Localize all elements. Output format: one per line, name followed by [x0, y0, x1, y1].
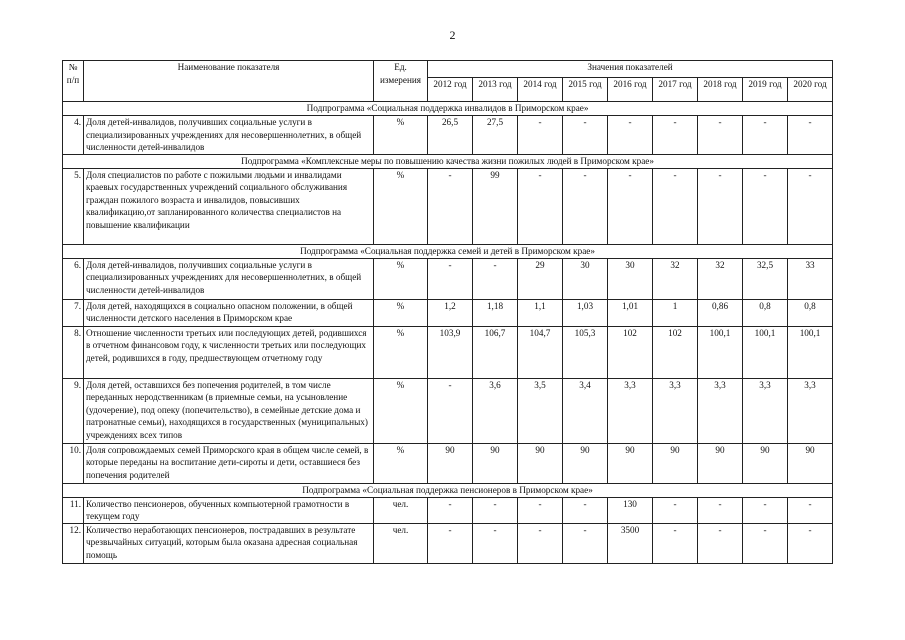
row-number: 9.: [63, 378, 84, 443]
indicator-value: 3,5: [518, 378, 563, 443]
header-name: Наименование показателя: [84, 61, 374, 102]
header-values-group: Значения показателей: [428, 61, 833, 78]
indicator-value: 90: [473, 443, 518, 483]
header-year: 2019 год: [743, 78, 788, 102]
indicator-value: 26,5: [428, 116, 473, 155]
indicator-unit: %: [374, 443, 428, 483]
indicators-table: [62, 60, 833, 564]
indicator-value: 90: [743, 443, 788, 483]
indicator-unit: %: [374, 258, 428, 299]
table-row: [63, 299, 833, 326]
indicator-value: -: [698, 497, 743, 523]
indicator-value: 3,3: [653, 378, 698, 443]
indicator-value: 90: [788, 443, 833, 483]
indicator-value: 1,18: [473, 299, 518, 326]
indicator-value: -: [563, 116, 608, 155]
indicator-value: 0,86: [698, 299, 743, 326]
table-row: [63, 443, 833, 483]
row-number: 4.: [63, 116, 84, 155]
subprogram-title: Подпрограмма «Социальная поддержка пенсионеров в Приморском крае»: [63, 483, 833, 497]
indicator-value: 3,6: [473, 378, 518, 443]
indicator-value: 102: [653, 326, 698, 378]
header-year: 2014 год: [518, 78, 563, 102]
indicator-value: 104,7: [518, 326, 563, 378]
indicator-value: -: [428, 523, 473, 563]
indicator-value: -: [743, 523, 788, 563]
indicator-value: -: [698, 523, 743, 563]
indicator-value: -: [653, 168, 698, 244]
header-year: 2018 год: [698, 78, 743, 102]
indicator-value: -: [788, 168, 833, 244]
indicator-value: -: [788, 497, 833, 523]
indicator-value: -: [698, 168, 743, 244]
indicator-value: 3,4: [563, 378, 608, 443]
table-row: [63, 326, 833, 378]
header-unit: Ед. измерения: [374, 61, 428, 102]
header-year: 2012 год: [428, 78, 473, 102]
indicator-unit: чел.: [374, 497, 428, 523]
indicator-value: -: [518, 168, 563, 244]
indicator-unit: чел.: [374, 523, 428, 563]
indicator-value: 90: [518, 443, 563, 483]
indicator-value: 102: [608, 326, 653, 378]
indicator-value: -: [743, 168, 788, 244]
table-row: [63, 258, 833, 299]
indicator-name: Количество неработающих пенсионеров, пострадавших в результате чрезвычайных ситуаций, которым была оказана адресная социальная помощь: [84, 523, 374, 563]
page-number: 2: [449, 28, 456, 42]
indicator-value: 3,3: [698, 378, 743, 443]
indicator-value: 3500: [608, 523, 653, 563]
indicator-name: Отношение численности третьих или последующих детей, родившихся в отчетном финансовом году, к численности третьих или последующих детей, родившихся в году, предшествующем отчетному году: [84, 326, 374, 378]
indicator-value: 90: [653, 443, 698, 483]
row-number: 6.: [63, 258, 84, 299]
row-number: 8.: [63, 326, 84, 378]
indicator-name: Доля сопровождаемых семей Приморского края в общем числе семей, в которые переданы на воспитание дети-сироты и дети, оставшиеся без попечения родителей: [84, 443, 374, 483]
indicator-value: 90: [563, 443, 608, 483]
indicator-value: 1: [653, 299, 698, 326]
indicator-name: Доля детей, оставшихся без попечения родителей, в том числе переданных неродственникам (в приемные семьи, на усыновление (удочерение), под опеку (попечительство), в семейные детские дома и патронатные семьи), находящихся в государственных (муниципальных) учреждениях всех типов: [84, 378, 374, 443]
indicator-value: -: [563, 523, 608, 563]
indicator-value: -: [428, 168, 473, 244]
indicator-value: -: [743, 497, 788, 523]
indicator-value: -: [563, 497, 608, 523]
indicator-value: -: [608, 168, 653, 244]
indicator-value: -: [428, 378, 473, 443]
indicator-unit: %: [374, 378, 428, 443]
indicator-value: -: [698, 116, 743, 155]
header-year: 2015 год: [563, 78, 608, 102]
indicator-value: -: [788, 523, 833, 563]
indicator-value: 103,9: [428, 326, 473, 378]
row-number: 12.: [63, 523, 84, 563]
indicator-value: 1,2: [428, 299, 473, 326]
indicator-value: -: [518, 116, 563, 155]
indicator-name: Доля специалистов по работе с пожилыми людьми и инвалидами краевых государственных учреждений социального обслуживания граждан пожилого возраста и инвалидов, повысивших квалификацию,от запланированного количества специалистов на повышение квалификации: [84, 168, 374, 244]
indicator-value: 1,1: [518, 299, 563, 326]
indicator-value: 100,1: [788, 326, 833, 378]
indicator-unit: %: [374, 299, 428, 326]
indicator-value: -: [653, 116, 698, 155]
indicator-value: 0,8: [743, 299, 788, 326]
indicator-value: -: [653, 497, 698, 523]
indicator-value: 130: [608, 497, 653, 523]
indicator-value: 3,3: [608, 378, 653, 443]
indicator-unit: %: [374, 116, 428, 155]
indicator-value: -: [518, 497, 563, 523]
indicator-value: -: [473, 258, 518, 299]
indicator-value: 90: [428, 443, 473, 483]
table-row: [63, 116, 833, 155]
indicator-value: 0,8: [788, 299, 833, 326]
indicator-value: -: [743, 116, 788, 155]
indicator-unit: %: [374, 168, 428, 244]
indicator-value: 1,01: [608, 299, 653, 326]
indicator-value: 30: [563, 258, 608, 299]
indicator-value: 3,3: [788, 378, 833, 443]
indicator-name: Доля детей-инвалидов, получивших социальные услуги в специализированных учреждениях для несовершеннолетних, в общей численности детей-инвалидов: [84, 116, 374, 155]
indicator-value: -: [473, 523, 518, 563]
row-number: 7.: [63, 299, 84, 326]
indicator-name: Доля детей-инвалидов, получивших социальные услуги в специализированных учреждениях для несовершеннолетних, в общей численности детей-инвалидов: [84, 258, 374, 299]
indicator-value: -: [473, 497, 518, 523]
indicator-value: 3,3: [743, 378, 788, 443]
table-row: [63, 523, 833, 563]
indicator-value: 90: [698, 443, 743, 483]
indicator-value: 106,7: [473, 326, 518, 378]
indicator-name: Доля детей, находящихся в социально опасном положении, в общей численности детского населения в Приморском крае: [84, 299, 374, 326]
indicator-value: 32,5: [743, 258, 788, 299]
indicator-value: -: [788, 116, 833, 155]
subprogram-title: Подпрограмма «Комплексные меры по повышению качества жизни пожилых людей в Приморском крае»: [63, 154, 833, 168]
table-row: [63, 168, 833, 244]
table-row: [63, 378, 833, 443]
row-number: 10.: [63, 443, 84, 483]
header-year: 2016 год: [608, 78, 653, 102]
indicator-value: 32: [698, 258, 743, 299]
indicator-value: -: [653, 523, 698, 563]
indicator-value: -: [563, 168, 608, 244]
indicator-value: 30: [608, 258, 653, 299]
table-row: [63, 497, 833, 523]
indicator-value: -: [608, 116, 653, 155]
indicator-value: 33: [788, 258, 833, 299]
indicator-value: 100,1: [698, 326, 743, 378]
indicator-value: -: [518, 523, 563, 563]
indicator-value: -: [428, 258, 473, 299]
indicator-value: 32: [653, 258, 698, 299]
header-year: 2020 год: [788, 78, 833, 102]
indicator-value: 27,5: [473, 116, 518, 155]
header-year: 2017 год: [653, 78, 698, 102]
indicator-value: -: [428, 497, 473, 523]
indicator-name: Количество пенсионеров, обученных компьютерной грамотности в текущем году: [84, 497, 374, 523]
indicator-value: 105,3: [563, 326, 608, 378]
header-year: 2013 год: [473, 78, 518, 102]
row-number: 5.: [63, 168, 84, 244]
indicator-value: 100,1: [743, 326, 788, 378]
indicator-value: 1,03: [563, 299, 608, 326]
subprogram-title: Подпрограмма «Социальная поддержка семей и детей в Приморском крае»: [63, 244, 833, 258]
indicator-value: 90: [608, 443, 653, 483]
header-no: № п/п: [63, 61, 84, 102]
indicator-value: 99: [473, 168, 518, 244]
indicator-unit: %: [374, 326, 428, 378]
row-number: 11.: [63, 497, 84, 523]
indicator-value: 29: [518, 258, 563, 299]
subprogram-title: Подпрограмма «Социальная поддержка инвалидов в Приморском крае»: [63, 102, 833, 116]
